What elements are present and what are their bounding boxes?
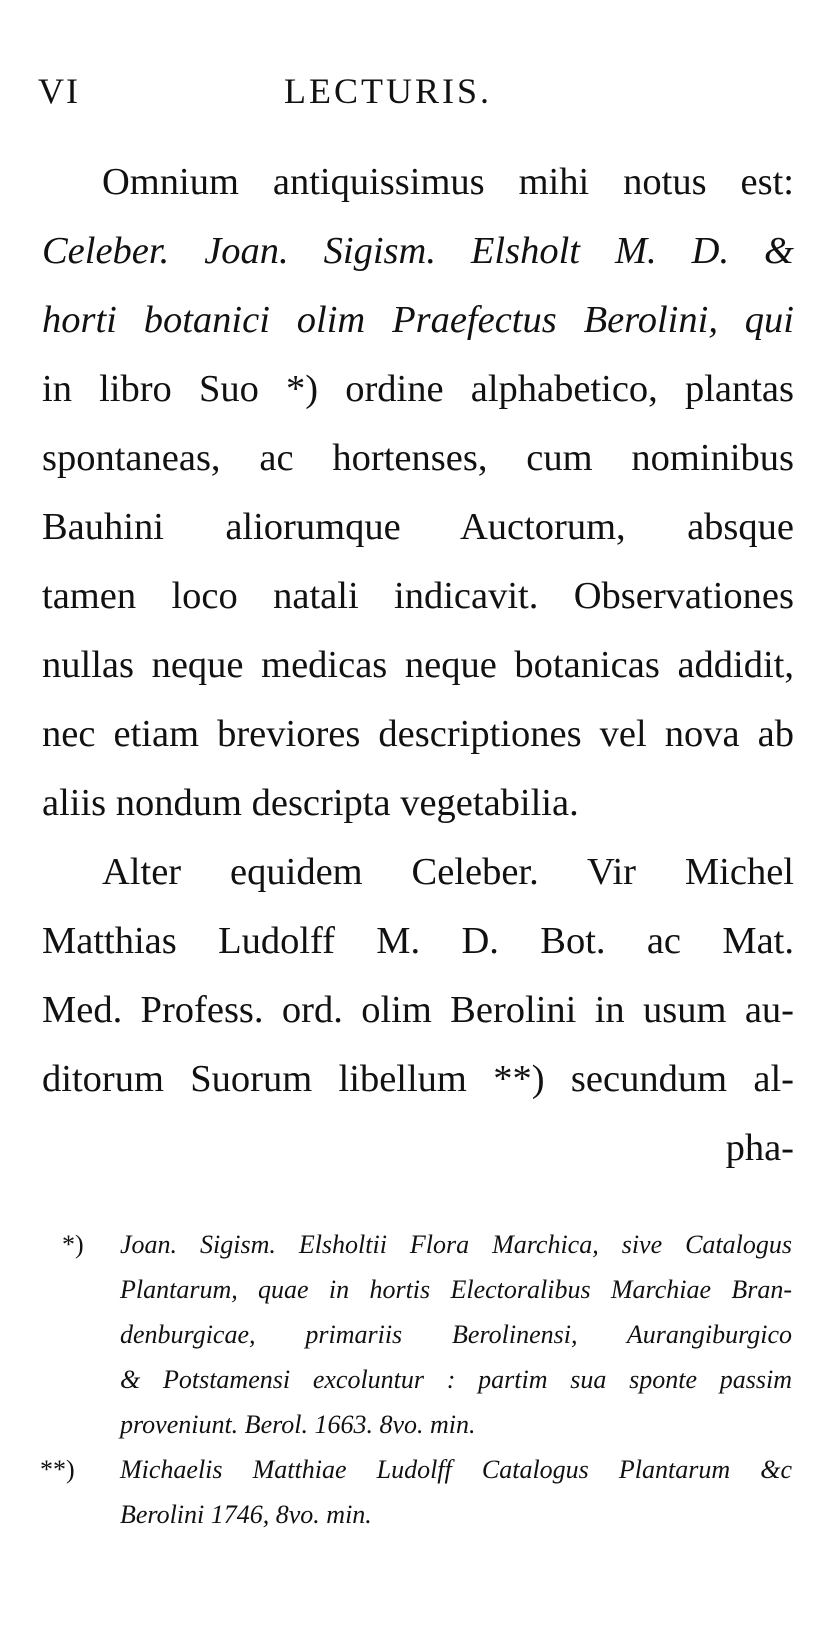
running-head: LECTURIS.: [284, 71, 493, 111]
footnote-line: & Potstamensi excoluntur : partim sua sponte passim: [120, 1365, 792, 1394]
footnotes: [40, 1222, 792, 1537]
footnote-mark: **): [40, 1455, 75, 1484]
footnote-line: [62, 1222, 792, 1267]
catchword: pha-: [725, 1127, 794, 1169]
footnote-line: Berolini 1746, 8vo. min.: [120, 1500, 372, 1529]
footnote-text: Joan. Sigism. Elsholtii Flora Marchica, sive Catalogus: [120, 1230, 792, 1259]
main-text: [42, 148, 794, 1183]
text-line: tamen loco natali indicavit. Observationes: [42, 575, 794, 617]
text-line: Matthias Ludolff M. D. Bot. ac Mat.: [42, 920, 794, 962]
text-line: in libro Suo *) ordine alphabetico, plantas: [42, 368, 794, 410]
text-line: Bauhini aliorumque Auctorum, absque: [42, 506, 794, 548]
text-line: spontaneas, ac hortenses, cum nominibus: [42, 437, 794, 479]
text-line: Alter equidem Celeber. Vir Michel: [102, 851, 794, 893]
footnote-line: denburgicae, primariis Berolinensi, Aurangiburgico: [120, 1320, 792, 1349]
footnote-text: Michaelis Matthiae Ludolff Catalogus Plantarum &c: [120, 1455, 792, 1484]
text-line: ditorum Suorum libellum **) secundum al-: [42, 1058, 794, 1100]
footnote-line: Plantarum, quae in hortis Electoralibus Marchiae Bran-: [120, 1275, 792, 1304]
text-line: Med. Profess. ord. olim Berolini in usum au-: [42, 989, 794, 1031]
text-line: Celeber. Joan. Sigism. Elsholt M. D. &: [42, 230, 794, 272]
footnote-line: [40, 1447, 792, 1492]
page-header: [38, 70, 792, 120]
text-line: nullas neque medicas neque botanicas addidit,: [42, 644, 794, 686]
footnote-mark: *): [62, 1230, 84, 1259]
text-line: nec etiam breviores descriptiones vel nova ab: [42, 713, 794, 755]
text-line: aliis nondum descripta vegetabilia.: [42, 782, 579, 824]
page-number: VI: [38, 71, 80, 111]
footnote-line: proveniunt. Berol. 1663. 8vo. min.: [120, 1410, 476, 1439]
text-line: Omnium antiquissimus mihi notus est:: [102, 161, 794, 203]
text-line: horti botanici olim Praefectus Berolini, qui: [42, 299, 794, 341]
